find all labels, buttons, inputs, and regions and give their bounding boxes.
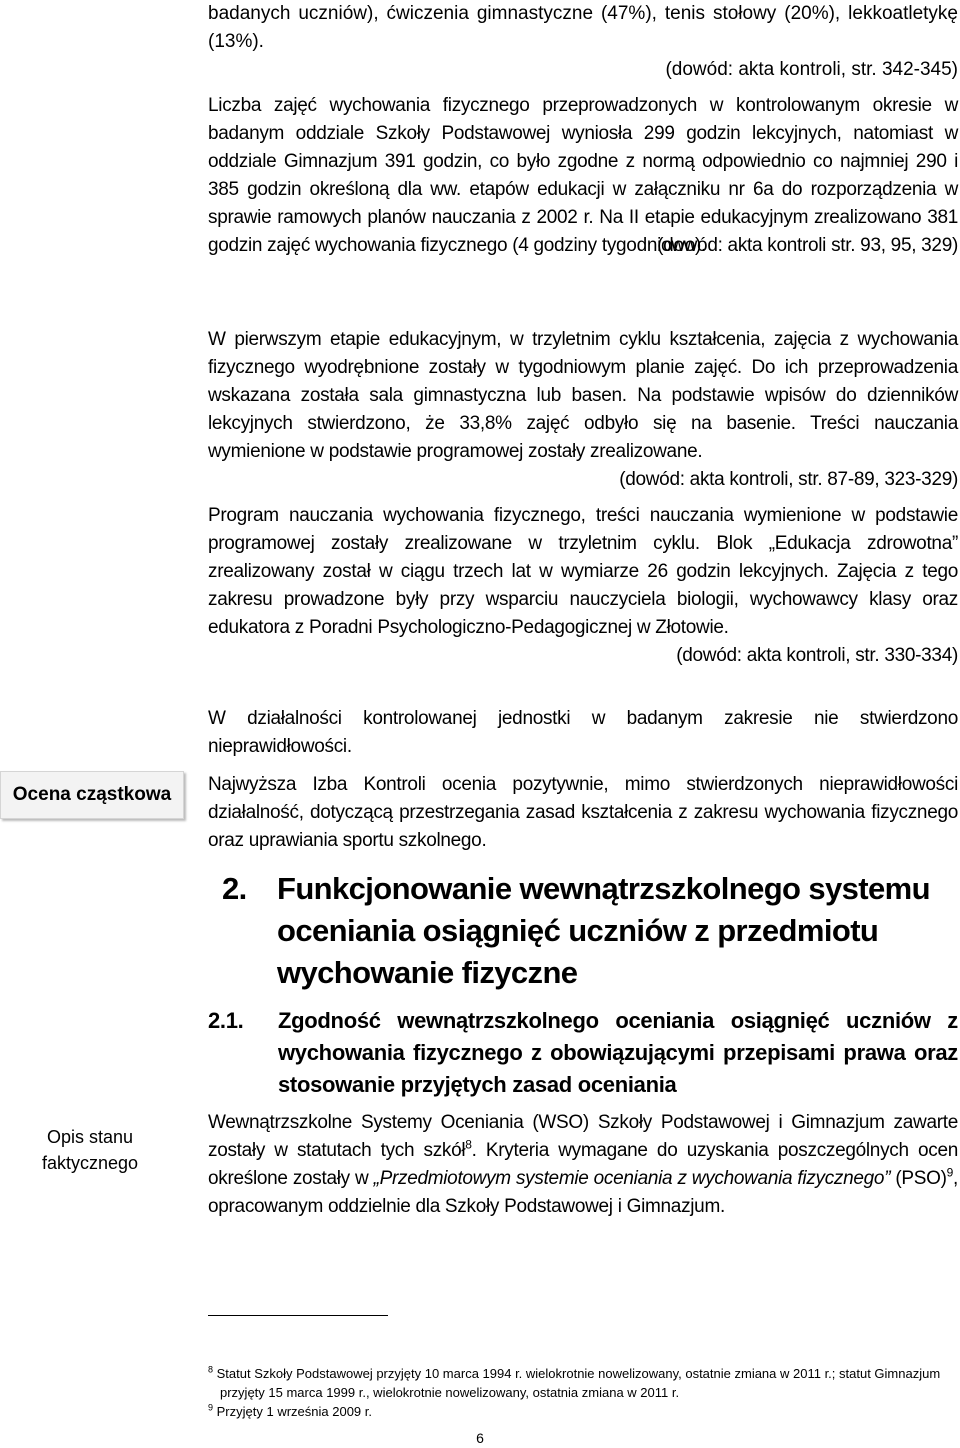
footnote-text: Przyjęty 1 września 2009 r. bbox=[216, 1404, 372, 1419]
paragraph-1-text: Liczba zajęć wychowania fizycznego przeprowadzonych w kontrolowanym okresie w badanym oddziale Szkoły Podstawowej wyniosła 299 godzin lekcyjnych, natomiast w oddziale Gimnazjum 391 godzin, co było zgodne z normą odpowiednio co najmniej 290 i 385 godzin określoną dla ww. etapów edukacji w załączniku nr 6a do rozporządzenia w sprawie ramowych planów nauczania z 2002 r. Na II etapie edukacyjnym zrealizowano 381 godzin zajęć wychowania fizycznego (4 godziny tygodniowo). bbox=[208, 95, 958, 256]
opis-stanu-label bbox=[30, 1124, 150, 1176]
citation-3: (dowód: akta kontroli, str. 330-334) bbox=[676, 645, 958, 666]
footnote-ref-8[interactable]: 8 bbox=[465, 1137, 472, 1152]
paragraph-4-text: W działalności kontrolowanej jednostki w badanym zakresie nie stwierdzono nieprawidłowości. bbox=[208, 708, 958, 757]
pso-title: „Przedmiotowym systemie oceniania z wychowania fizycznego” bbox=[373, 1168, 891, 1189]
footnote-mark: 8 bbox=[208, 1364, 214, 1375]
footnote-8 bbox=[208, 1364, 960, 1402]
citation-2: (dowód: akta kontroli, str. 87-89, 323-329) bbox=[619, 469, 958, 490]
opis-stanu-text: Opis stanu faktycznego bbox=[41, 1127, 139, 1173]
ocena-paragraph-text: Najwyższa Izba Kontroli ocenia pozytywnie, mimo stwierdzonych nieprawidłowości działalność, dotyczącą przestrzegania zasad kształcenia z zakresu wychowania fizycznego oraz uprawiania sportu szkolnego. bbox=[208, 774, 958, 851]
footnote-text: Statut Szkoły Podstawowej przyjęty 10 marca 1994 r. wielokrotnie nowelizowany, ostatnie zmiana w 2011 r.; statut Gimnazjum przyjęty 15 marca 1999 r., wielokrotnie nowelizowany, ostatnia zmiana w 2011 r. bbox=[216, 1366, 941, 1400]
section-heading-2 bbox=[222, 868, 942, 994]
paragraph-5-text-a: Wewnątrzszkolne Systemy Oceniania (WSO) Szkoły Podstawowej i Gimnazjum zawarte zostały w statutach tych szkół bbox=[208, 1112, 958, 1161]
subsection-title: Zgodność wewnątrzszkolnego oceniania osiągnięć uczniów z wychowania fizycznego z obowiązującymi przepisami prawa oraz stosowanie przyjętych zasad oceniania bbox=[278, 1008, 958, 1097]
paragraph-3-text: Program nauczania wychowania fizycznego, treści nauczania wymienione w podstawie programowej zostały zrealizowane w trzyletnim cyklu. Blok „Edukacja zdrowotna” zrealizowany został w ciągu trzech lat w wymiarze 26 godzin lekcyjnych. Zajęcia z tego zakresu prowadzone były przy wsparciu nauczyciela biologii, wychowawcy klasy oraz edukatora z Poradni Psychologiczno-Pedagogicznej w Złotowie. bbox=[208, 505, 958, 638]
footnote-9 bbox=[208, 1402, 960, 1421]
footnote-divider bbox=[208, 1315, 388, 1316]
ocena-czastkowa-text: Ocena cząstkowa bbox=[12, 784, 172, 805]
ocena-paragraph bbox=[208, 771, 958, 855]
footnotes bbox=[208, 1364, 960, 1421]
ocena-czastkowa-label bbox=[0, 771, 184, 819]
subsection-heading-2-1 bbox=[208, 1005, 958, 1101]
citation-1: (dowód: akta kontroli str. 93, 95, 329) bbox=[657, 235, 958, 256]
section-title: Funkcjonowanie wewnątrzszkolnego systemu oceniania osiągnięć uczniów z przedmiotu wychowanie fizyczne bbox=[277, 871, 930, 990]
citation-top: (dowód: akta kontroli, str. 342-345) bbox=[665, 59, 958, 80]
paragraph-5 bbox=[208, 1109, 958, 1221]
footnote-ref-9[interactable]: 9 bbox=[946, 1165, 954, 1180]
paragraph-5-text-d: , opracowanym oddzielnie dla Szkoły Podstawowej i Gimnazjum. bbox=[208, 1168, 958, 1217]
paragraph-2-text: W pierwszym etapie edukacyjnym, w trzyletnim cyklu kształcenia, zajęcia z wychowania fizycznego wyodrębnione zostały w tygodniowym planie zajęć. Do ich przeprowadzenia wskazana została sala gimnastyczna lub basen. Na podstawie wpisów do dzienników lekcyjnych stwierdzono, że 33,8% zajęć odbyło się na basenie. Treści nauczania wymienione w podstawie programowej zostały zrealizowane. bbox=[208, 329, 958, 462]
page-number: 6 bbox=[476, 1430, 484, 1446]
footnote-mark: 9 bbox=[208, 1402, 214, 1413]
paragraph-top-text: badanych uczniów), ćwiczenia gimnastyczne (47%), tenis stołowy (20%), lekkoatletykę (13%). bbox=[208, 3, 958, 52]
section-number: 2. bbox=[222, 871, 247, 906]
paragraph-5-text-c: (PSO) bbox=[890, 1168, 947, 1189]
paragraph-top bbox=[208, 0, 958, 84]
paragraph-2 bbox=[208, 326, 958, 494]
paragraph-1 bbox=[208, 92, 958, 260]
paragraph-3 bbox=[208, 502, 958, 670]
paragraph-4 bbox=[208, 705, 958, 761]
paragraph-5-text-b: . Kryteria wymagane do uzyskania poszczególnych ocen określone zostały w bbox=[208, 1140, 958, 1189]
subsection-number: 2.1. bbox=[208, 1008, 244, 1033]
